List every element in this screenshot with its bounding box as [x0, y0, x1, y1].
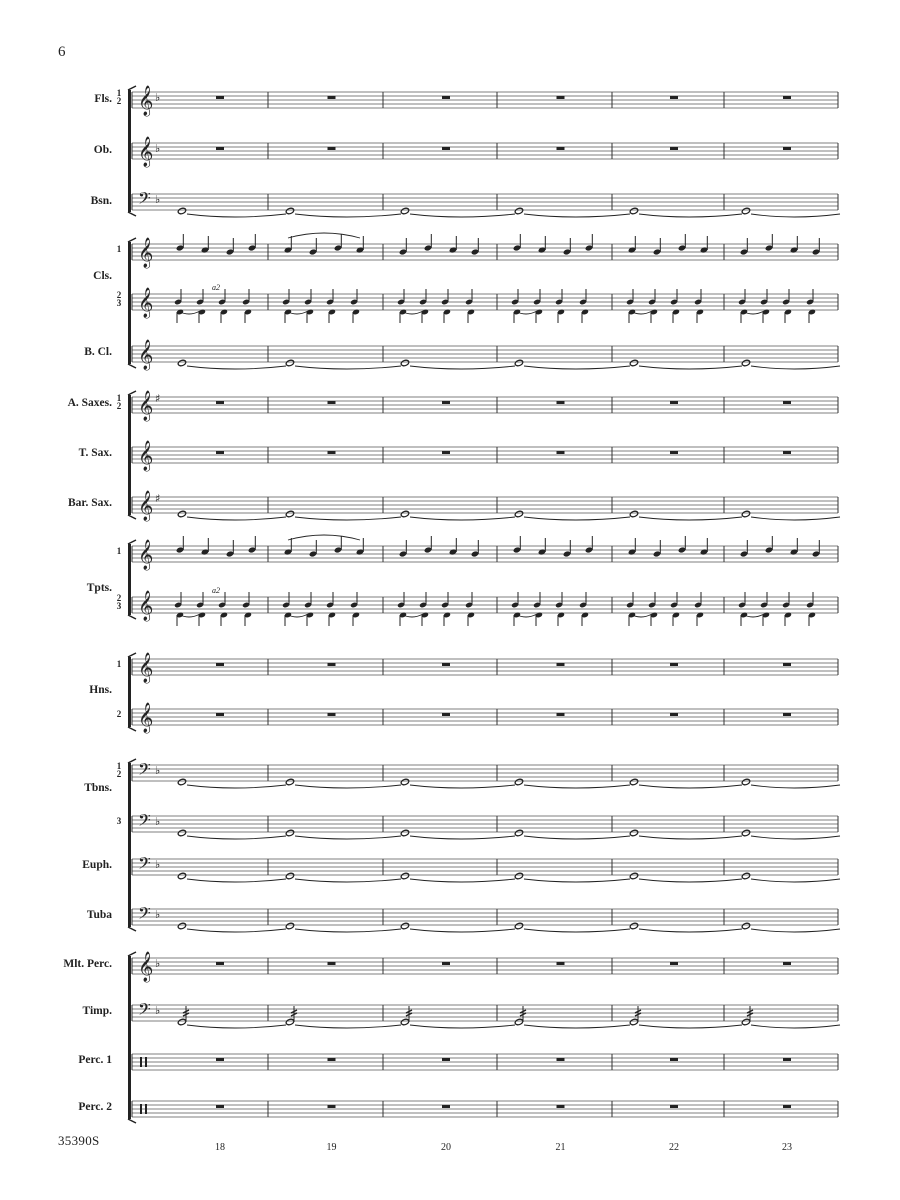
group-bracket: [128, 763, 131, 927]
whole-rest: [216, 451, 224, 454]
tie: [410, 517, 515, 520]
bass-clef: 𝄢: [138, 999, 151, 1023]
percussion-clef: [140, 1057, 142, 1067]
whole-rest: [442, 663, 450, 666]
flat-key: ♭: [155, 142, 161, 155]
label-flutes: Fls.: [94, 93, 112, 105]
whole-rest: [670, 401, 678, 404]
whole-rest: [328, 1105, 336, 1108]
staff: [117, 810, 840, 839]
half-note: [741, 1018, 750, 1026]
label-bass-clarinet: B. Cl.: [84, 346, 112, 358]
label-trombones: Tbns.: [84, 782, 112, 794]
half-note: [629, 778, 638, 786]
whole-rest: [670, 96, 678, 99]
whole-rest: [783, 401, 791, 404]
tie: [410, 929, 515, 932]
flat-key: ♭: [155, 91, 161, 104]
group-bracket: [128, 657, 131, 727]
measure-number: 20: [441, 1142, 451, 1153]
percussion-clef: [145, 1104, 147, 1114]
tie: [524, 1025, 630, 1028]
treble-clef: 𝄞: [138, 86, 154, 116]
whole-rest: [216, 96, 224, 99]
tie: [410, 785, 515, 788]
half-note: [285, 829, 294, 837]
tie: [751, 879, 840, 882]
half-note: [514, 1018, 523, 1026]
whole-rest: [328, 663, 336, 666]
staff-number: 1: [116, 393, 122, 403]
tie: [295, 366, 401, 369]
staff-number: 1: [116, 761, 122, 771]
whole-rest: [216, 401, 224, 404]
flat-key: ♭: [155, 908, 161, 921]
half-note: [285, 207, 294, 215]
treble-clef: 𝄞: [138, 540, 154, 570]
label-oboe: Ob.: [93, 144, 112, 156]
treble-clef: 𝄞: [138, 137, 154, 167]
bracket-hook: [128, 759, 136, 763]
half-note: [285, 922, 294, 930]
tie: [751, 366, 840, 369]
slur: [288, 535, 360, 540]
label-percussion-2: Perc. 2: [78, 1101, 112, 1113]
half-note: [400, 207, 409, 215]
whole-rest: [557, 1105, 565, 1108]
whole-rest: [670, 663, 678, 666]
half-note: [514, 778, 523, 786]
measure-number: 19: [326, 1142, 337, 1153]
tie: [295, 836, 401, 839]
whole-rest: [442, 713, 450, 716]
treble-clef: 𝄞: [138, 491, 154, 521]
bass-clef: 𝄢: [138, 810, 151, 834]
whole-rest: [442, 1058, 450, 1061]
half-note: [629, 510, 638, 518]
whole-rest: [670, 713, 678, 716]
half-note: [177, 207, 186, 215]
whole-rest: [557, 962, 565, 965]
half-note: [285, 1018, 294, 1026]
tie: [751, 929, 840, 932]
label-bari-sax: Bar. Sax.: [68, 497, 112, 509]
half-note: [400, 922, 409, 930]
tie: [410, 214, 515, 217]
whole-rest: [216, 663, 224, 666]
staff: [117, 390, 838, 422]
staff: [117, 652, 838, 684]
label-clarinets: Cls.: [93, 270, 112, 282]
half-note: [514, 207, 523, 215]
whole-rest: [442, 1105, 450, 1108]
whole-rest: [442, 962, 450, 965]
bracket-hook: [128, 927, 136, 931]
tie: [524, 214, 630, 217]
staff: [117, 85, 838, 117]
treble-clef: 𝄞: [138, 340, 154, 370]
tie: [410, 366, 515, 369]
tie: [187, 214, 286, 217]
label-euphonium: Euph.: [82, 859, 112, 871]
label-tuba: Tuba: [86, 909, 112, 921]
half-note: [400, 778, 409, 786]
staff-number: 2: [116, 290, 122, 300]
bracket-hook: [128, 391, 136, 395]
tie: [639, 879, 742, 882]
half-note: [177, 510, 186, 518]
measure-number: 23: [782, 1142, 792, 1153]
staff-number: 1: [116, 88, 122, 98]
tie: [751, 836, 840, 839]
half-note: [741, 207, 750, 215]
whole-rest: [557, 1058, 565, 1061]
whole-rest: [783, 147, 791, 150]
tie: [524, 366, 630, 369]
staff: [132, 951, 838, 983]
flat-key: ♭: [155, 1004, 161, 1017]
whole-rest: [557, 663, 565, 666]
treble-clef: 𝄞: [138, 653, 154, 683]
half-note: [177, 778, 186, 786]
whole-rest: [670, 962, 678, 965]
staff: [132, 1101, 838, 1117]
whole-rest: [783, 1105, 791, 1108]
half-note: [400, 872, 409, 880]
group-bracket: [128, 956, 131, 1119]
staff-number: 2: [116, 401, 122, 411]
percussion-clef: [145, 1057, 147, 1067]
whole-rest: [557, 401, 565, 404]
staff-number: 3: [116, 816, 122, 826]
measure-number: 22: [669, 1142, 679, 1153]
tie: [295, 517, 401, 520]
half-note: [629, 207, 638, 215]
whole-rest: [216, 713, 224, 716]
bracket-hook: [128, 515, 136, 519]
tie: [410, 879, 515, 882]
whole-rest: [557, 96, 565, 99]
half-note: [285, 359, 294, 367]
staff: [132, 188, 840, 217]
half-note: [285, 510, 294, 518]
tie: [639, 214, 742, 217]
staff: [132, 440, 838, 472]
half-note: [400, 1018, 409, 1026]
tie: [295, 214, 401, 217]
staff: [132, 853, 840, 882]
label-bassoon: Bsn.: [90, 195, 112, 207]
bracket-hook: [128, 1119, 136, 1123]
whole-rest: [670, 147, 678, 150]
tie: [295, 1025, 401, 1028]
whole-rest: [216, 1105, 224, 1108]
half-note: [514, 872, 523, 880]
tie: [639, 785, 742, 788]
whole-rest: [783, 96, 791, 99]
label-trumpets: Tpts.: [86, 582, 112, 594]
half-note: [177, 1018, 186, 1026]
tie: [639, 1025, 742, 1028]
half-note: [514, 922, 523, 930]
tie: [187, 517, 286, 520]
whole-rest: [442, 96, 450, 99]
tie: [295, 929, 401, 932]
staff: [117, 535, 838, 571]
staff: [132, 999, 840, 1028]
label-horns: Hns.: [89, 684, 112, 696]
tie: [639, 929, 742, 932]
staff-number: 1: [116, 659, 122, 669]
half-note: [629, 1018, 638, 1026]
tie: [639, 366, 742, 369]
staff: [117, 586, 838, 626]
flat-key: ♭: [155, 957, 161, 970]
a2-marking: a2: [212, 283, 220, 292]
whole-rest: [783, 451, 791, 454]
whole-rest: [328, 147, 336, 150]
staff: [117, 702, 838, 734]
label-alto-saxes: A. Saxes.: [67, 397, 112, 409]
group-bracket: [128, 544, 131, 615]
staff: [117, 759, 840, 788]
tie: [524, 785, 630, 788]
whole-rest: [328, 713, 336, 716]
flat-key: ♭: [155, 815, 161, 828]
tie: [410, 1025, 515, 1028]
half-note: [400, 829, 409, 837]
group-bracket: [128, 90, 131, 212]
tie: [751, 517, 840, 520]
group-bracket: [128, 395, 131, 515]
staff-number: 3: [116, 601, 122, 611]
staff: [117, 233, 838, 269]
half-note: [177, 872, 186, 880]
staff-number: 1: [116, 546, 122, 556]
half-note: [514, 510, 523, 518]
whole-rest: [670, 1105, 678, 1108]
whole-rest: [216, 147, 224, 150]
half-note: [285, 872, 294, 880]
half-note: [741, 829, 750, 837]
treble-clef: 𝄞: [138, 591, 154, 621]
half-note: [285, 778, 294, 786]
tie: [187, 1025, 286, 1028]
half-note: [400, 359, 409, 367]
staff-number: 3: [116, 298, 122, 308]
percussion-clef: [140, 1104, 142, 1114]
tie: [524, 517, 630, 520]
whole-rest: [328, 96, 336, 99]
half-note: [514, 829, 523, 837]
bracket-hook: [128, 653, 136, 657]
staff: [132, 339, 840, 371]
whole-rest: [216, 962, 224, 965]
staff-number: 1: [116, 244, 122, 254]
bracket-hook: [128, 364, 136, 368]
tie: [751, 785, 840, 788]
whole-rest: [216, 1058, 224, 1061]
whole-rest: [783, 663, 791, 666]
staff: [132, 490, 840, 522]
half-note: [400, 510, 409, 518]
half-note: [177, 829, 186, 837]
half-note: [177, 359, 186, 367]
staff-number: 2: [116, 709, 122, 719]
whole-rest: [442, 401, 450, 404]
tie: [524, 879, 630, 882]
label-mallet-percussion: Mlt. Perc.: [63, 958, 112, 970]
sharp-key: ♯: [155, 492, 161, 505]
whole-rest: [783, 1058, 791, 1061]
staff: [132, 903, 840, 932]
whole-rest: [783, 962, 791, 965]
treble-clef: 𝄞: [138, 391, 154, 421]
half-note: [629, 359, 638, 367]
staff-number: 2: [116, 769, 122, 779]
tie: [751, 214, 840, 217]
bracket-hook: [128, 952, 136, 956]
whole-rest: [442, 147, 450, 150]
tie: [751, 1025, 840, 1028]
half-note: [741, 872, 750, 880]
whole-rest: [670, 1058, 678, 1061]
tie: [187, 785, 286, 788]
bass-clef: 𝄢: [138, 759, 151, 783]
bracket-hook: [128, 615, 136, 619]
half-note: [629, 872, 638, 880]
half-note: [741, 510, 750, 518]
tie: [639, 836, 742, 839]
half-note: [741, 359, 750, 367]
whole-rest: [557, 451, 565, 454]
catalog-number: 35390S: [58, 1133, 100, 1148]
label-timpani: Timp.: [82, 1005, 112, 1017]
staff: [132, 1054, 838, 1070]
staff-number: 2: [116, 96, 122, 106]
half-note: [177, 922, 186, 930]
bracket-hook: [128, 727, 136, 731]
bracket-hook: [128, 540, 136, 544]
bass-clef: 𝄢: [138, 853, 151, 877]
half-note: [629, 922, 638, 930]
flat-key: ♭: [155, 858, 161, 871]
tie: [187, 879, 286, 882]
tie: [187, 366, 286, 369]
treble-clef: 𝄞: [138, 288, 154, 318]
half-note: [629, 829, 638, 837]
staff: [117, 283, 838, 323]
whole-rest: [557, 713, 565, 716]
tie: [187, 836, 286, 839]
half-note: [514, 359, 523, 367]
staff: [132, 136, 838, 168]
tie: [410, 836, 515, 839]
label-tenor-sax: T. Sax.: [78, 447, 112, 459]
bracket-hook: [128, 86, 136, 90]
treble-clef: 𝄞: [138, 952, 154, 982]
treble-clef: 𝄞: [138, 441, 154, 471]
measure-number: 21: [555, 1142, 566, 1153]
whole-rest: [670, 451, 678, 454]
whole-rest: [328, 962, 336, 965]
tie: [639, 517, 742, 520]
tie: [295, 879, 401, 882]
flat-key: ♭: [155, 764, 161, 777]
group-bracket: [128, 242, 131, 364]
staff-number: 2: [116, 593, 122, 603]
whole-rest: [328, 451, 336, 454]
treble-clef: 𝄞: [138, 703, 154, 733]
whole-rest: [328, 401, 336, 404]
bracket-hook: [128, 238, 136, 242]
flat-key: ♭: [155, 193, 161, 206]
a2-marking: a2: [212, 586, 220, 595]
bass-clef: 𝄢: [138, 903, 151, 927]
tie: [524, 929, 630, 932]
half-note: [741, 778, 750, 786]
whole-rest: [442, 451, 450, 454]
whole-rest: [783, 713, 791, 716]
tie: [187, 929, 286, 932]
bracket-hook: [128, 212, 136, 216]
tie: [295, 785, 401, 788]
slur: [288, 233, 360, 238]
page-number: 6: [58, 44, 66, 60]
whole-rest: [557, 147, 565, 150]
treble-clef: 𝄞: [138, 238, 154, 268]
label-percussion-1: Perc. 1: [78, 1054, 112, 1066]
sharp-key: ♯: [155, 392, 161, 405]
tie: [524, 836, 630, 839]
bass-clef: 𝄢: [138, 188, 151, 212]
measure-number: 18: [215, 1142, 225, 1153]
half-note: [741, 922, 750, 930]
whole-rest: [328, 1058, 336, 1061]
